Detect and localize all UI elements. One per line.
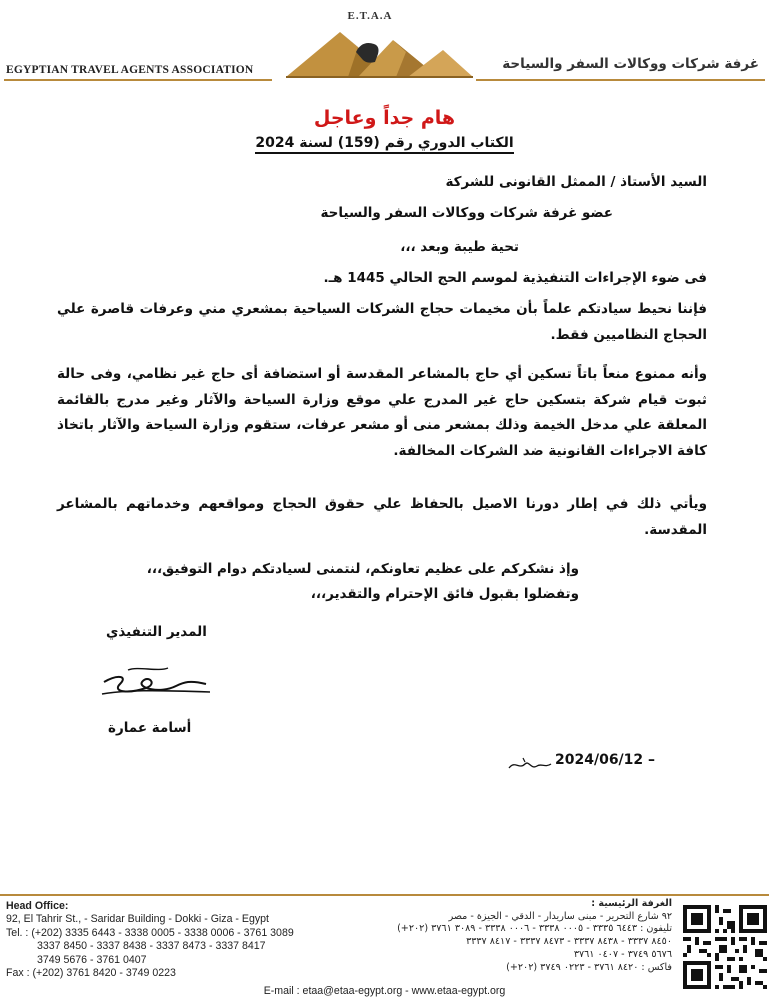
paragraph-2: وأنه ممنوع منعاً باتاً تسكين أي حاج بالمشاعر المقدسة أو استضافة أى حاج غير نظامي، وفى حالة ثبوت قيام شركة بتسكين حاج غير المدرج علي موقع وزارة السياحة والآثار وغير مدرج بالقائمة المعلقة علي مدخل الخيمة وذلك بمشعر منى أو مشعر عرفات، ستقوم وزارة السياحة والآثار باتخاذ كافة الاجراءات القانونية ضد الشركات المخالفة. (57, 366, 707, 459)
footer-fax-ar: فاكس : ٨٤٢٠ ٣٧٦١ - ٠٢٢٣ ٣٧٤٩ (٢٠٢+) (506, 961, 672, 973)
closing-line-1: وإذ نشكركم على عظيم تعاونكم، لنتمنى لسيادتكم دوام التوفيق،،، (146, 561, 579, 577)
urgent-title: هام جداً وعاجل (313, 107, 456, 129)
qr-code-icon (683, 905, 767, 989)
addressee-line-2: عضو غرفة شركات ووكالات السفر والسياحة (320, 205, 613, 221)
pyramids-logo-icon (278, 22, 478, 80)
org-name-ar: غرفة شركات ووكالات السفر والسياحة (502, 56, 759, 72)
header-divider-right (476, 79, 765, 81)
footer-fax-en: Fax : (+202) 3761 8420 - 3749 0223 (6, 967, 176, 980)
addressee-line-1: السيد الأستاذ / الممثل القانونى للشركة (445, 174, 707, 190)
footer-address-en: 92, El Tahrir St., - Saridar Building - Dokki - Giza - Egypt (6, 913, 269, 926)
letter-date: 2024/06/12 – (555, 752, 656, 768)
initials-icon (505, 754, 555, 776)
footer-address-ar: ٩٢ شارع التحرير - مبنى ساريدار - الدقي - الجيزة - مصر (448, 910, 672, 922)
footer-contact-en (6, 900, 294, 980)
footer-head-office-label: Head Office: (6, 900, 69, 912)
footer-divider (0, 894, 769, 896)
org-name-en: EGYPTIAN TRAVEL AGENTS ASSOCIATION (6, 64, 254, 76)
footer-tel-ar-3: ٥٦٧٦ ٣٧٤٩ - ٠٤٠٧ ٣٧٦١ (573, 948, 672, 960)
logo-text: E.T.A.A (347, 10, 393, 22)
circular-number-text: الكتاب الدوري رقم (159) لسنة 2024 (255, 135, 513, 154)
paragraph-3: ويأتي ذلك في إطار دورنا الاصيل بالحفاظ علي حقوق الحجاج ومواقعهم وخدماتهم بالمشاعر المقدسة. (57, 496, 707, 538)
footer-tel-en-3: 3749 5676 - 3761 0407 (37, 953, 147, 966)
closing-line-2: وتفضلوا بقبول فائق الإحترام والتقدير،،، (310, 586, 579, 602)
intro-line: فى ضوء الإجراءات التنفيذية لموسم الحج الحالي 1445 هـ. (323, 270, 707, 286)
signature-icon (98, 660, 216, 710)
footer-tel-ar-1: تليفون : ٦٤٤٣ ٣٣٣٥ - ٠٠٠٥ ٣٣٣٨ - ٠٠٠٦ ٣٣٣٨ - ٣٠٨٩ ٣٧٦١ (٢٠٢+) (397, 923, 672, 935)
footer-tel-ar-2: ٨٤٥٠ ٣٣٣٧ - ٨٤٣٨ ٣٣٣٧ - ٨٤٧٣ ٣٣٣٧ - ٨٤١٧ ٣٣٣٧ (466, 936, 672, 948)
header-divider-left (4, 79, 272, 81)
footer-email-web: E-mail : etaa@etaa-egypt.org - www.etaa-egypt.org (263, 985, 506, 997)
footer-tel-en-1: Tel. : (+202) 3335 6443 - 3338 0005 - 3338 0006 - 3761 3089 (6, 926, 294, 939)
signatory-title: المدير التنفيذي (106, 624, 207, 640)
greeting: تحية طيبة وبعد ،،، (400, 239, 519, 255)
footer-head-office-label-ar: الغرفة الرئيسية : (591, 898, 672, 909)
signatory-name: أسامة عمارة (108, 720, 192, 736)
paragraph-1: فإننا نحيط سيادتكم علماً بأن مخيمات حجاج الشركات السياحية بمشعري مني وعرفات قاصرة علي الحجاج النظاميين فقط. (57, 301, 707, 343)
circular-number (0, 135, 769, 151)
footer-tel-en-2: 3337 8450 - 3337 8438 - 3337 8473 - 3337 8417 (37, 940, 266, 953)
footer-contact-ar (397, 898, 672, 974)
